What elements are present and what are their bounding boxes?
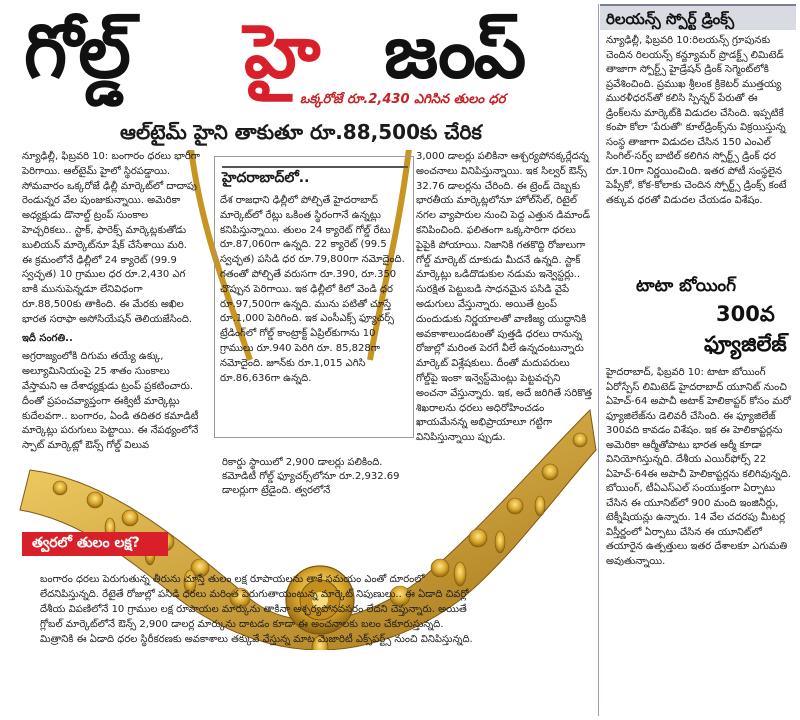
- right-article-1-body: [606, 34, 792, 208]
- headline-word-jump: జంప్: [384, 9, 525, 95]
- article-paragraph: హైదరాబాద్, ఫిబ్రవరి 10: టాటా బోయింగ్ ఏరోస్పేస్ లిమిటెడ్ హైదరాబాద్ యూనిట్ నుంచి ఏహెచ్-64 అపాచీ అటాక్ హెలికాప్టర్ కోసం మరో ఫ్యూజిలేజ్‌ను డెలివరీ చేసింది. ఈ ఫ్యూజిలేజ్ 300వది కావడం విశేషం. ఇక ఈ హెలికాప్టర్లను అమెరికా ఆర్మీతోపాటు భారత ఆర్మీ కూడా వినియోగిస్తున్నది. దేశీయ ఎయిర్‌ఫోర్స్ 22 ఏహెచ్-64ఈ అపాచీ హెలికాప్టర్లను కలిగివున్నది. బోయింగ్, టీఏఎస్ఎల్ సంయుక్తంగా ఏర్పాటు చేసిన ఈ యూనిట్‌లో 900 మంది ఇంజినీర్లు, టెక్నీషియన్లు ఉన్నారు. 14 వేల చదరపు మీటర్ల విస్తీర్ణంలో ఏర్పాటు చేసిన ఈ యూనిట్‌లో తయారైన ఉత్పత్తులు ఇతర దేశాలకూ ఎగుమతి అవుతున్నాయి.: [606, 367, 791, 567]
- article-paragraph: 3,000 డాలర్లు పలికినా ఆశ్చర్యపోనక్కర్లేదన్న అంచనాలు వినిపిస్తున్నాయి. ఇక సిల్వర్ ఔన్స్ 32.76 డాలర్లను చేరింది. ఈ ట్రెండ్ దెబ్బకు భారతీయ మార్కెట్లలోనూ హోల్‌సేల్, రిటైల్ నగల వ్యాపారుల నుంచి పెద్ద ఎత్తున డిమాండ్ కనిపించింది. ఫలితంగా ఒక్కసారిగా ధరలు పైపైకి పోయాయి. నిజానికి గతకొద్ది రోజులుగా గోల్డ్ మార్కెట్ దూకుడు మీదనే ఉన్నది. స్టాక్ మార్కెట్లు ఒడిదొడుకుల నడుమ ఇన్వెస్టర్లు.. సురక్షిత పెట్టుబడి సాధనమైన పసిడి వైపే అడుగులు వేస్తున్నారు. అయితే ట్రంప్ దుందుడుకు నిర్ణయాలతో వాణిజ్య యుద్ధానికి అవకాశాలుండటంతో పుత్తడి ధరలు రానున్న రోజుల్లో మరింత పెరగే వీలే ఉన్నదంటున్నారు మార్కెట్ విశ్లేషకులు. దీంతో మదుపరులు గోల్డ్‌పై ఇంకా ఇన్వెస్ట్‌మెంట్లు పెట్టవచ్చని అంచనా వేస్తున్నారు. ఇక, అదే జరిగితే సరికొత్త శిఖరాలను ధరలు అధిరోహించడం ఖాయమేనన్న అభిప్రాయాలూ గట్టిగా వినిపిస్తున్నాయి ప్పుడు.: [416, 151, 593, 444]
- subheadline: ఆల్‌టైమ్ హైని తాకుతూ రూ.88,500కు చేరిక: [120, 120, 482, 144]
- right-article-2-title-line3: ఫ్యూజిలేజ్: [704, 332, 787, 356]
- article-column-2: [220, 194, 408, 386]
- right-article-2-title-line1: టాటా బోయింగ్: [636, 276, 737, 296]
- article-column-3: [416, 150, 594, 446]
- right-article-2-title-line2: 300వ: [716, 302, 775, 326]
- headline: [14, 6, 594, 106]
- sidebar-text: బంగారం ధరలు పెరుగుతున్న తీరును చూస్తే తులం లక్ష రూపాయలను తాకే సమయం ఎంతో దూరంలో లేదనిపిస్తున్నది. రేటైతే రోజుల్లో పసిడి ధరలు మరింత పెరుగుతాయంటున్న మార్కెట్ నిపుణులు.. ఈ ఏడాది చివర్లో దేశీయ విపణిలోనే 10 గ్రాముల లక్ష రూపాయల మార్కును తాకినా ఆశ్చర్యపోనవసరం లేదని చెప్తున్నారు. అయితే గ్లోబల్ మార్కెట్‌లోనే ఔన్స్ 2,900 డాలర్ల మార్కును దాటడం కూడా ఈ అంచనాలకు బలం చేకూరుస్తున్నది. మిత్రానికి ఈ ఏడాది ధరల స్థిరీకరణకు అవకాశాలు తక్కువే వేస్తున్న మాట మెజారిటీ ఎక్స్‌పర్ట్స్ నుంచి వినిపిస్తున్నది.: [40, 574, 473, 645]
- hyderabad-box-title: హైదరాబాద్‌లో..: [222, 166, 408, 188]
- headline-word-gold: గోల్డ్: [24, 9, 129, 95]
- article-column-1: [22, 150, 200, 454]
- article-paragraph: న్యూఢిల్లీ, ఫిబ్రవరి 10:రిలయన్స్ గ్రూపునకు చెందిన రిలయన్స్ కన్జ్యూమర్ ప్రొడక్ట్స్ లిమిటెడ్ తాజాగా స్పోర్ట్స్ హైడ్రేషన్ డ్రింక్ సెగ్మెంట్‌లోకి ప్రవేశించింది. ప్రముఖ శ్రీలంక క్రికెటర్ ముత్తయ్య మురళీధరన్‌తో కలిసి స్పిన్నర్ పేరుతో ఈ డ్రింక్‌లను మార్కెట్‌కి విడుదల చేసింది. ఇప్పటికే కంపా కోలా 'పేరుతో' కూల్‌డ్రింక్స్‌ను విక్రయిస్తున్న సంస్థ తాజాగా విడుదల చేసిన 150 ఎంఎల్ సింగిల్-సర్వ్ బాటిల్ కలిగిన స్పోర్ట్స్ డ్రింక్ ధర రూ.10గా నిర్ణయించింది. ఇతర పోటీ సంస్థలైన పెప్సీకో, కోక-కోలాకు చెందిన స్పోర్ట్స్ డ్రింక్స్ కంటే తక్కువ ధరతో విడుదల చేయడం విశేషం.: [606, 35, 787, 206]
- article-paragraph: దేశ రాజధాని ఢిల్లీలో పోల్చితే హైదరాబాద్ మార్కెట్‌లో రేట్లు ఒకింత స్థిరంగానే ఉన్నట్లు కనిపిస్తున్నాయి. తులం 24 క్యారెట్ గోల్డ్ రేటు రూ.87,060గా ఉన్నది. 22 క్యారెట్ (99.5 స్వచ్ఛత) పసిడి ధర రూ.79,800గా నమోదైంది. గతంతో పోల్చితే వరుసగా రూ.390, రూ.350 చొప్పున పెరిగాయి. ఇక ఢిల్లీలో కిలో వెండి ధర రూ.97,500గా ఉన్నది. మును పటితో చూస్తే రూ.1,000 పెరిగింది. ఇక ఎంసీఎక్స్ ఫ్యూచర్స్ ట్రేడింగ్‌లో గోల్డ్ కాంట్రాక్ట్ ఏప్రిల్‌కుగాను 10 గ్రాములు రూ.940 పెరిగి రూ. 85,828గా నమోదైంది. జూన్‌కు రూ.1,015 ఎగిసి రూ.86,636గా ఉన్నది.: [220, 195, 405, 384]
- article-paragraph: అగ్రరాజ్యంలోకి దిగుమ తయ్యే ఉక్కు, అల్యూమినియంపై 25 శాతం సుంకాలు వేస్తామని ఆ దేశాధ్యక్షుడు ట్రంప్ ప్రకటించారు. దీంతో ప్రపంచవ్యాప్తంగా ఈక్విటీ మార్కెట్లు కుదేలవగా.. బంగారం, ఏండి తదితర కమాడిటీ మార్కెట్లు పరుగులు పెట్టాయి. ఈ నేపథ్యంలోనే స్పాట్ మార్కెట్లో ఔన్స్ గోల్డ్ విలువ: [22, 351, 199, 452]
- sidebar-tag: త్వరలో తులం లక్ష?: [22, 532, 168, 556]
- right-article-2-body: [606, 366, 792, 569]
- right-article-1-title: రిలయన్స్ స్పోర్ట్ డ్రింక్స్: [600, 4, 796, 30]
- right-column: [596, 0, 800, 720]
- headline-word-high: హై: [244, 9, 319, 95]
- article-continuation: రికార్డు స్థాయిలో 2,900 డాలర్లు పలికింది. కమోడిటీ గోల్డ్ ఫ్యూచర్స్‌లోనూ రూ.2,932.69 డాలర్లుగా ట్రేడైంది. త్వరలోనే: [222, 457, 400, 496]
- article-paragraph: న్యూఢిల్లీ, ఫిబ్రవరి 10: బంగారం ధరలు భారీగా పెరిగాయి. ఆల్‌టైమ్ హైలో స్థిరపడ్డాయి. సోమవారం ఒక్కరోజే ఢిల్లీ మార్కెట్‌లో దాదాపు రెండున్నర వేల పుంజుకున్నాయి. అమెరికా అధ్యక్షుడు డొనాల్డ్ ట్రంప్ సుంకాల హెచ్చరికలు.. స్టాక్, ఫారెక్స్ మార్కెట్లకుతోడు బులియన్ మార్కెట్‌నూ షేక్ చేసేశాయి మరి. ఈ క్రమంలోనే ఢిల్లీలో 24 క్యారెట్ (99.9 స్వచ్ఛత) 10 గ్రాముల ధర రూ.2,430 ఎగ బాకి మునుపెన్నడూ లేనివిధంగా రూ.88,500కు తాకింది. ఈ మేరకు అఖిల భారత సరాఫా అసోసియేషన్ తెలియజేసింది.: [22, 151, 201, 325]
- section-subhead: ఇదీ సంగతి..: [22, 332, 73, 344]
- headline-kicker: ఒక్కరోజే రూ.2,430 ఎగిసిన తులం ధర: [300, 92, 506, 107]
